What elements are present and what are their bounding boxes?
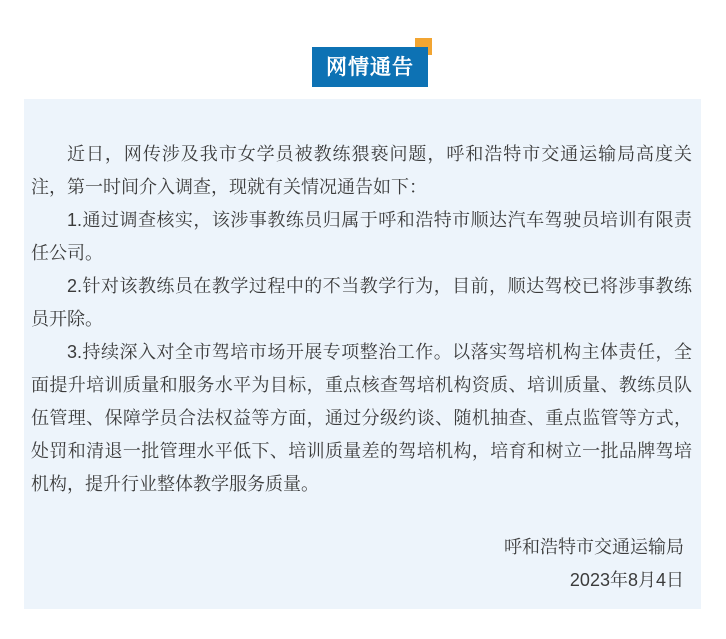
signature-date: 2023年8月4日 [569, 570, 684, 590]
signature-agency: 呼和浩特市交通运输局 [504, 537, 684, 557]
signature-block [31, 531, 692, 597]
badge-title: 网情通告 [326, 55, 414, 79]
notice-paragraph-item-3: 3.持续深入对全市驾培市场开展专项整治工作。以落实驾培机构主体责任，全面提升培训质量和服务水平为目标，重点核查驾培机构资质、培训质量、教练员队伍管理、保障学员合法权益等方面，通过分级约谈、随机抽查、重点监管等方式，处罚和清退一批管理水平低下、培训质量差的驾培机构，培育和树立一批品牌驾培机构，提升行业整体教学服务质量。 [31, 342, 692, 494]
badge-box [312, 47, 428, 87]
notice-paragraph-item-1: 1.通过调查核实，该涉事教练员归属于呼和浩特市顺达汽车驾驶员培训有限责任公司。 [31, 210, 692, 263]
notice-paragraph-item-2: 2.针对该教练员在教学过程中的不当教学行为，目前，顺达驾校已将涉事教练员开除。 [31, 276, 692, 329]
notice-badge [312, 47, 428, 87]
notice-paragraph-intro: 近日，网传涉及我市女学员被教练猥亵问题，呼和浩特市交通运输局高度关注，第一时间介入调查，现就有关情况通告如下： [31, 144, 692, 197]
notice-panel [24, 99, 701, 609]
